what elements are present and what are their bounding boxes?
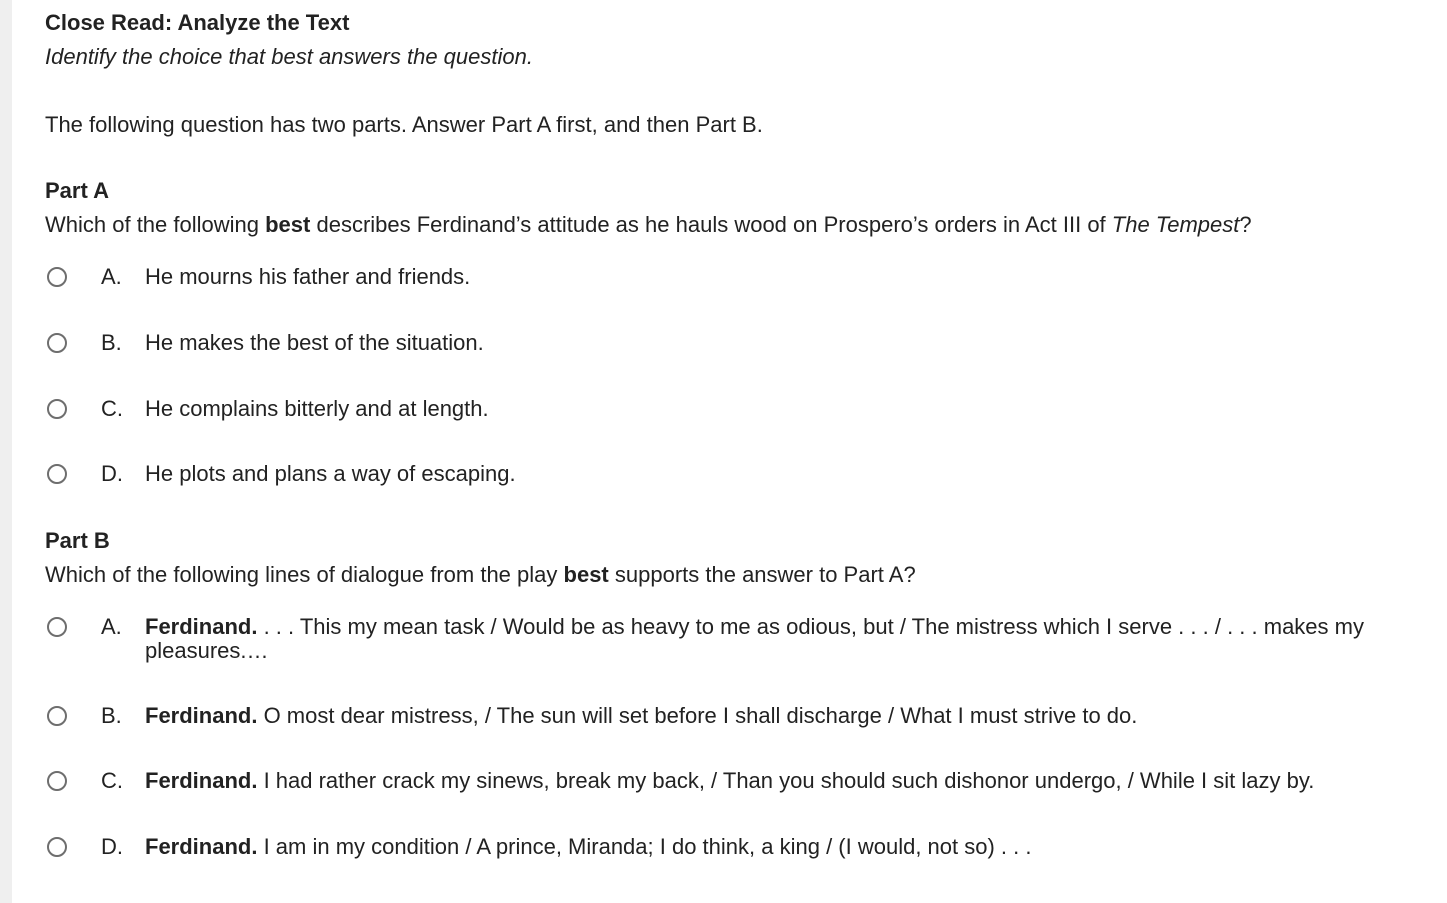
radio-button[interactable] bbox=[47, 464, 67, 484]
dialogue-text: O most dear mistress, / The sun will set before I shall discharge / What I must strive to do. bbox=[257, 703, 1138, 728]
part-b-heading: Part B bbox=[45, 528, 110, 553]
part-b-question bbox=[45, 562, 916, 588]
option-letter: C. bbox=[101, 396, 123, 421]
part-a-question-emphasis: best bbox=[265, 212, 311, 237]
part-a-question bbox=[45, 212, 1252, 238]
option-text: He mourns his father and friends. bbox=[145, 264, 471, 289]
option-letter: D. bbox=[101, 461, 123, 486]
radio-button[interactable] bbox=[47, 706, 67, 726]
part-b-question-emphasis: best bbox=[563, 562, 609, 587]
option-text bbox=[145, 835, 1445, 859]
radio-button[interactable] bbox=[47, 267, 67, 287]
part-b-question-post: supports the answer to Part A? bbox=[608, 562, 916, 587]
part-a-question-pre: Which of the following bbox=[45, 212, 266, 237]
radio-button[interactable] bbox=[47, 399, 67, 419]
speaker-name: Ferdinand. bbox=[145, 703, 258, 728]
option-letter: C. bbox=[101, 768, 123, 793]
option-letter: A. bbox=[101, 614, 122, 639]
radio-button[interactable] bbox=[47, 837, 67, 857]
radio-button[interactable] bbox=[47, 333, 67, 353]
intro-text: The following question has two parts. Answer Part A first, and then Part B. bbox=[45, 112, 763, 137]
radio-button[interactable] bbox=[47, 771, 67, 791]
page-title: Close Read: Analyze the Text bbox=[45, 10, 350, 35]
speaker-name: Ferdinand. bbox=[145, 614, 258, 639]
radio-button[interactable] bbox=[47, 617, 67, 637]
part-a-play-title: The Tempest bbox=[1111, 212, 1240, 237]
option-letter: B. bbox=[101, 703, 122, 728]
option-text bbox=[145, 769, 1445, 793]
part-b-question-pre: Which of the following lines of dialogue from the play bbox=[45, 562, 564, 587]
option-text: He complains bitterly and at length. bbox=[145, 396, 489, 421]
part-a-heading: Part A bbox=[45, 178, 109, 203]
option-text bbox=[145, 704, 1445, 728]
speaker-name: Ferdinand. bbox=[145, 768, 258, 793]
option-text: He makes the best of the situation. bbox=[145, 330, 484, 355]
dialogue-text-continued: pleasures.… bbox=[145, 638, 269, 663]
speaker-name: Ferdinand. bbox=[145, 834, 258, 859]
option-letter: A. bbox=[101, 264, 122, 289]
option-letter: D. bbox=[101, 834, 123, 859]
part-a-question-post: ? bbox=[1239, 212, 1252, 237]
dialogue-text: . . . This my mean task / Would be as heavy to me as odious, but / The mistress which I serve . . . / . . . makes my bbox=[257, 614, 1364, 639]
option-text bbox=[145, 615, 1445, 663]
dialogue-text: I had rather crack my sinews, break my back, / Than you should such dishonor undergo, / While I sit lazy by. bbox=[257, 768, 1315, 793]
option-text: He plots and plans a way of escaping. bbox=[145, 461, 516, 486]
instruction-text: Identify the choice that best answers the question. bbox=[45, 44, 533, 69]
option-letter: B. bbox=[101, 330, 122, 355]
question-page bbox=[12, 0, 1447, 903]
part-a-question-mid: describes Ferdinand’s attitude as he hauls wood on Prospero’s orders in Act III of bbox=[310, 212, 1112, 237]
dialogue-text: I am in my condition / A prince, Miranda; I do think, a king / (I would, not so) . . . bbox=[257, 834, 1032, 859]
